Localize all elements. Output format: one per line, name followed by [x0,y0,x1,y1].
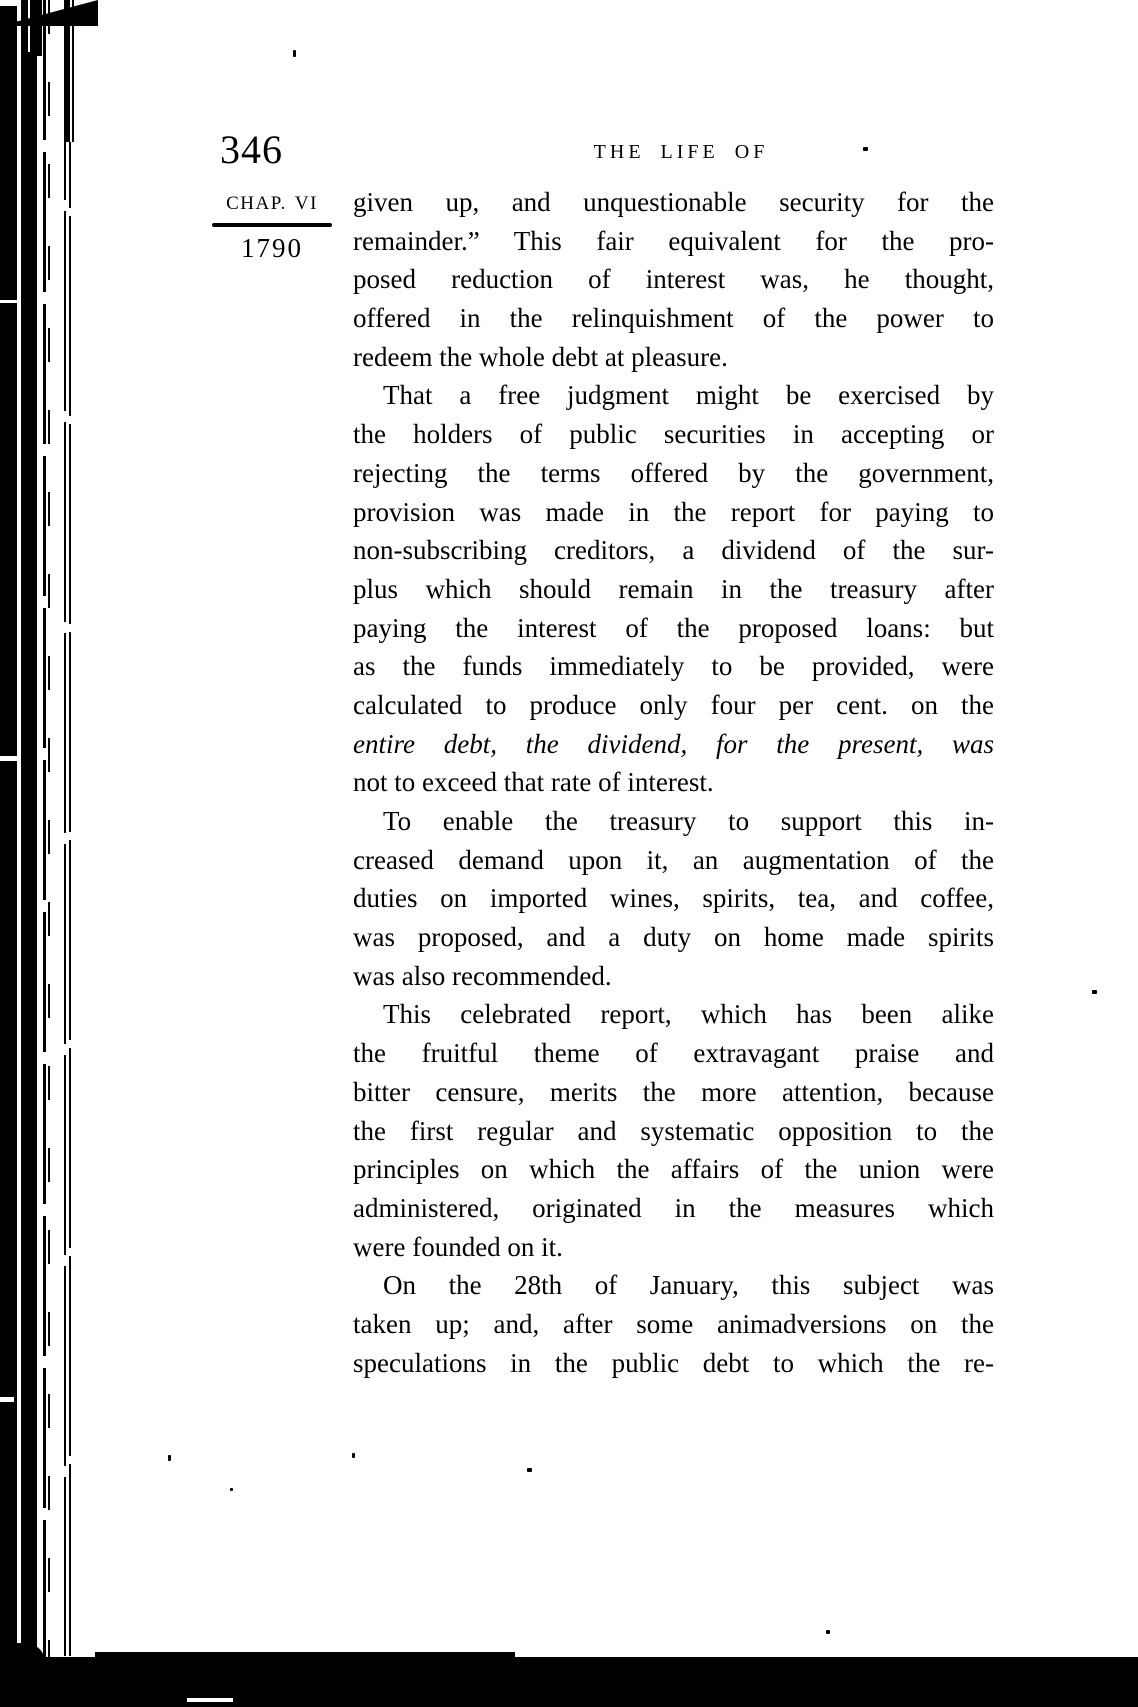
text-line: principles on which the affairs of the union were [353,1154,994,1185]
ink-speck [863,147,868,151]
chapter-label: CHAP. VI [226,193,318,214]
scan-artifact-gap [187,1698,233,1702]
scan-artifact-notch [0,1397,14,1402]
text-line: To enable the treasury to support this in- [383,806,994,836]
scan-artifact-slit [28,0,30,52]
text-line: creased demand upon it, an augmentation of the [353,844,994,875]
scan-artifact-gutter-band [0,6,17,1650]
text-line: On the 28th of January, this subject was [383,1270,994,1301]
scan-artifact-notch [0,756,17,761]
scan-artifact-line [43,0,46,1662]
text-line: bitter censure, merits the more attention, because [353,1076,994,1107]
text-line: remainder.” This fair equivalent for the pro- [353,225,994,256]
text-line: as the funds immediately to be provided, were [353,651,994,682]
text-line: given up, and unquestionable security for the [353,187,994,217]
text-line: taken up; and, after some animadversions on the [353,1308,994,1339]
text-line: the holders of public securities in accepting or [353,419,994,450]
text-line: was also recommended. [353,960,612,991]
ink-speck [230,1488,233,1491]
text-line: speculations in the public debt to which the re- [353,1347,994,1378]
text-line: entire debt, the dividend, for the present, was [353,728,994,759]
text-line: This celebrated report, which has been alike [383,999,994,1030]
scan-artifact-gutter-band [21,0,37,1658]
text-line: That a free judgment might be exercised by [383,380,994,411]
ink-speck [826,1630,830,1634]
scan-artifact-notch [0,300,17,303]
text-line: administered, originated in the measures which [353,1192,994,1223]
year-label: 1790 [241,233,303,263]
text-line: rejecting the terms offered by the government, [353,457,994,488]
ink-speck [168,1455,171,1461]
text-line: not to exceed that rate of interest. [353,767,714,798]
ink-speck [352,1453,355,1458]
body-text [353,183,994,1382]
text-line: the first regular and systematic opposition to the [353,1115,994,1146]
text-line: was proposed, and a duty on home made spirits [353,922,994,953]
margin-rule [212,223,332,227]
scan-artifact-line [64,0,66,1656]
running-header: THE LIFE OF [593,141,769,163]
page-number: 346 [220,127,283,172]
text-line: redeem the whole debt at pleasure. [353,341,728,372]
ink-speck [1092,990,1097,994]
scan-artifact-bottom [0,1657,1138,1707]
text-line: duties on imported wines, spirits, tea, and coffee, [353,883,994,914]
text-line: the fruitful theme of extravagant praise and [353,1038,994,1069]
text-line: plus which should remain in the treasury after [353,573,994,604]
text-line: were founded on it. [353,1231,563,1262]
scan-artifact-line [48,0,50,1660]
text-line: provision was made in the report for paying to [353,496,994,527]
text-line: paying the interest of the proposed loans: but [353,612,994,643]
margin-note [208,194,336,262]
text-line: non-subscribing creditors, a dividend of the sur- [353,535,994,566]
scan-artifact-line [69,0,71,1656]
text-line: calculated to produce only four per cent. on the [353,689,994,720]
text-line: offered in the relinquishment of the power to [353,303,994,334]
ink-speck [293,50,296,57]
text-line: posed reduction of interest was, he thought, [353,264,994,295]
ink-speck [527,1468,532,1472]
